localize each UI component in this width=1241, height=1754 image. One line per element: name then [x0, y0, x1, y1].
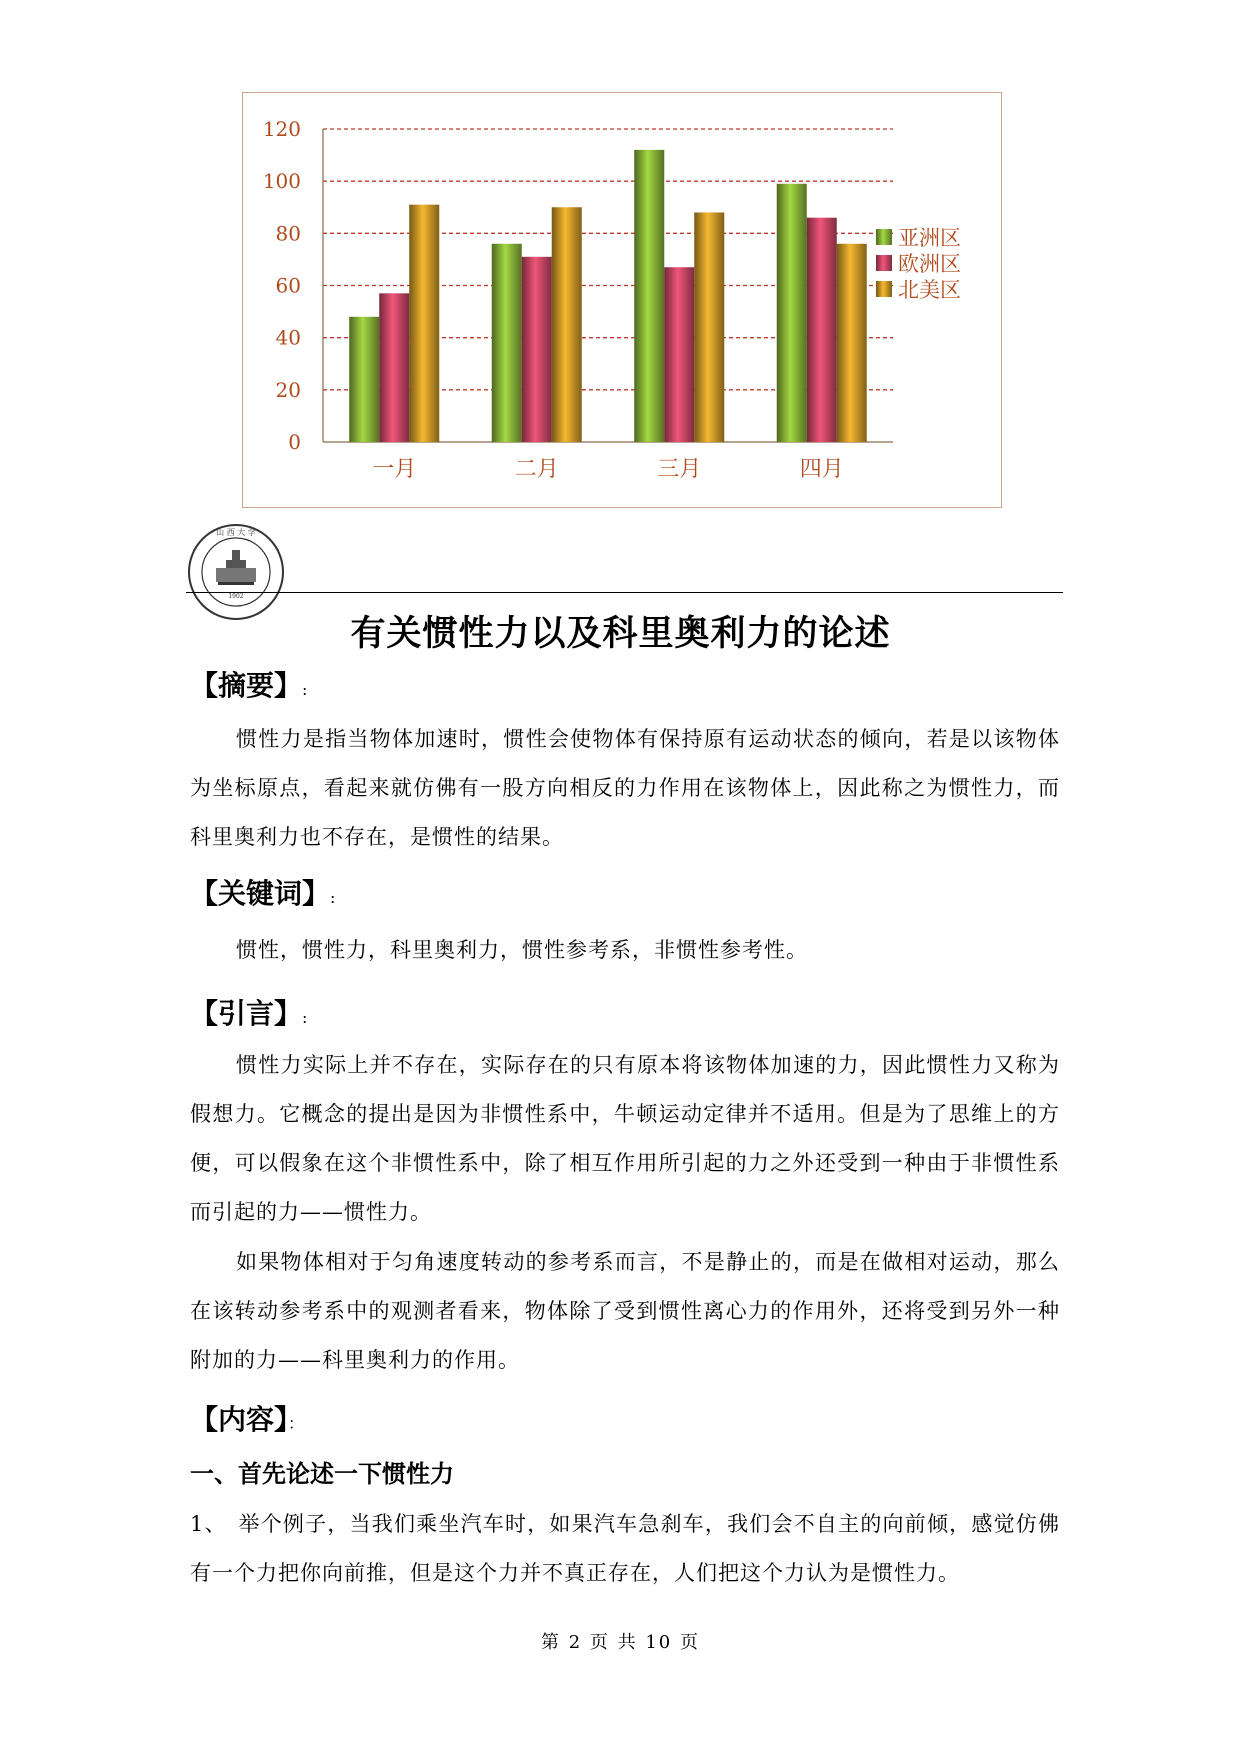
intro-heading-text: 【引言】 [190, 997, 303, 1030]
bar [694, 212, 724, 442]
y-tick-label: 120 [262, 117, 301, 141]
bar [777, 184, 807, 442]
y-tick-label: 40 [275, 325, 301, 350]
keywords-heading [190, 872, 335, 912]
y-tick-label: 60 [275, 273, 301, 298]
svg-text:1902: 1902 [228, 593, 244, 600]
legend-swatch [876, 281, 892, 297]
abstract-heading-text: 【摘要】 [190, 669, 303, 702]
section-1-heading: 一、首先论述一下惯性力 [190, 1460, 454, 1488]
legend-label: 欧洲区 [898, 252, 961, 276]
section-1-item-1: 1、 举个例子，当我们乘坐汽车时，如果汽车急刹车，我们会不自主的向前倾，感觉仿佛有一个力把你向前推，但是这个力并不真正存在，人们把这个力认为是惯性力。 [190, 1512, 1060, 1585]
document-title: 有关惯性力以及科里奥利力的论述 [350, 613, 891, 654]
bar [807, 218, 837, 442]
bar [492, 244, 522, 442]
header-rule [186, 592, 1063, 593]
content-heading [190, 1398, 304, 1438]
bar [522, 257, 552, 442]
x-tick-label: 二月 [514, 457, 559, 482]
y-tick-label: 20 [275, 377, 301, 402]
bar [634, 150, 664, 442]
y-tick-label: 0 [288, 430, 301, 454]
bar [349, 317, 379, 442]
intro-heading [190, 992, 307, 1032]
intro-paragraph-2: 如果物体相对于匀角速度转动的参考系而言，不是静止的，而是在做相对运动，那么在该转动参考系中的观测者看来，物体除了受到惯性离心力的作用外，还将受到另外一种附加的力——科里奥利力的作用。 [190, 1250, 1060, 1372]
keywords-heading-text: 【关键词】 [190, 877, 331, 910]
bar [664, 267, 694, 442]
legend-swatch [876, 229, 892, 245]
x-tick-label: 三月 [657, 457, 702, 482]
keywords-heading-colon: : [330, 888, 336, 907]
bar-chart [242, 92, 1002, 508]
abstract-heading [190, 664, 307, 704]
page-footer: 第 2 页 共 10 页 [541, 1632, 700, 1653]
legend-swatch [876, 255, 892, 271]
intro-paragraph-1: 惯性力实际上并不存在，实际存在的只有原本将该物体加速的力，因此惯性力又称为假想力。它概念的提出是因为非惯性系中，牛顿运动定律并不适用。但是为了思维上的方便，可以假象在这个非惯性系中，除了相互作用所引起的力之外还受到一种由于非惯性系而引起的力——惯性力。 [190, 1053, 1060, 1224]
x-tick-label: 四月 [799, 457, 844, 482]
intro-heading-colon: : [302, 1008, 308, 1027]
chart-canvas [243, 93, 1003, 509]
legend-label: 亚洲区 [898, 226, 961, 250]
content-heading-text: 【内容】 [190, 1403, 289, 1436]
content-heading-colon: ： [288, 1414, 305, 1433]
abstract-paragraph: 惯性力是指当物体加速时，惯性会使物体有保持原有运动状态的倾向，若是以该物体为坐标原点，看起来就仿佛有一股方向相反的力作用在该物体上，因此称之为惯性力，而科里奥利力也不存在，是惯性的结果。 [190, 727, 1060, 849]
bar [837, 244, 867, 442]
y-tick-label: 80 [275, 221, 301, 246]
keywords-paragraph: 惯性，惯性力，科里奥利力，惯性参考系，非惯性参考性。 [236, 938, 808, 962]
bar [379, 293, 409, 442]
bar [552, 207, 582, 442]
x-tick-label: 一月 [372, 457, 417, 482]
svg-text:山 西 大 学: 山 西 大 学 [216, 528, 256, 537]
abstract-heading-colon: : [302, 680, 308, 699]
bar [409, 205, 439, 442]
legend-label: 北美区 [898, 278, 961, 302]
y-tick-label: 100 [262, 169, 301, 194]
